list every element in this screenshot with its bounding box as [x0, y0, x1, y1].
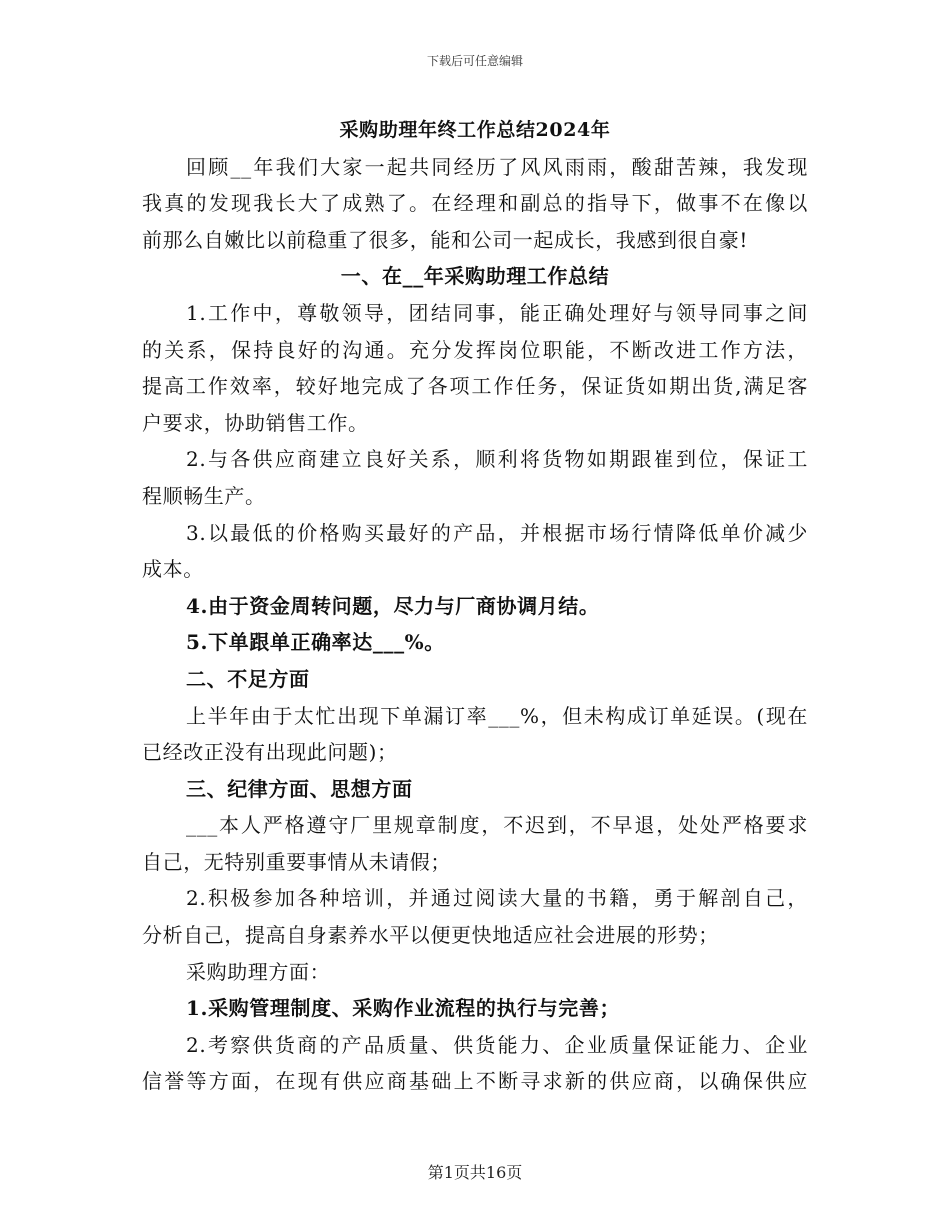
paragraph-line: 前那么自嫩比以前稳重了很多，能和公司一起成长，我感到很自豪! — [142, 227, 749, 252]
document-body — [142, 112, 808, 1100]
bold-paragraph-line: 4.由于资金周转问题，尽力与厂商协调月结。 — [186, 593, 600, 618]
section-heading: 三、纪律方面、思想方面 — [186, 776, 413, 801]
paragraph-line: 1.工作中，尊敬领导，团结同事，能正确处理好与领导同事之间 — [186, 300, 808, 325]
section-heading: 一、在__年采购助理工作总结 — [340, 264, 610, 289]
paragraph-line: 3.以最低的价格购买最好的产品，并根据市场行情降低单价减少 — [186, 520, 808, 545]
paragraph-line: 程顺畅生产。 — [142, 483, 266, 508]
paragraph-line: 采购助理方面： — [186, 959, 331, 984]
paragraph-line: 分析自己，提高自身素养水平以便更快地适应社会进展的形势； — [142, 923, 719, 948]
paragraph-line: 上半年由于太忙出现下单漏订率___%，但未构成订单延误。(现在 — [186, 703, 808, 728]
paragraph-line: 成本。 — [142, 557, 204, 582]
paragraph-line: 已经改正没有出现此问题)； — [142, 740, 398, 765]
paragraph-line: ___本人严格遵守厂里规章制度，不迟到，不早退，处处严格要求 — [186, 813, 808, 838]
paragraph-line: 户要求，协助销售工作。 — [142, 410, 369, 435]
page-footer: 第1页共16页 — [427, 1163, 523, 1182]
paragraph-line: 我真的发现我长大了成熟了。在经理和副总的指导下，做事不在像以 — [142, 191, 808, 216]
paragraph-line: 2.与各供应商建立良好关系，顺利将货物如期跟崔到位，保证工 — [186, 447, 808, 472]
document-title: 采购助理年终工作总结2024年 — [339, 119, 611, 141]
page-header: 下载后可任意编辑 — [426, 54, 523, 68]
paragraph-line: 自己，无特别重要事情从未请假； — [142, 849, 451, 874]
bold-paragraph-line: 5.下单跟单正确率达___%。 — [186, 630, 445, 655]
paragraph-line: 回顾__年我们大家一起共同经历了风风雨雨，酸甜苦辣，我发现 — [186, 154, 808, 179]
paragraph-line: 2.积极参加各种培训，并通过阅读大量的书籍，勇于解剖自己， — [186, 886, 808, 911]
paragraph-line: 信誉等方面，在现有供应商基础上不断寻求新的供应商，以确保供应 — [142, 1069, 808, 1094]
paragraph-line: 提高工作效率，较好地完成了各项工作任务，保证货如期出货,满足客 — [142, 374, 808, 399]
paragraph-line: 的关系，保持良好的沟通。充分发挥岗位职能，不断改进工作方法， — [142, 337, 808, 362]
section-heading: 二、不足方面 — [186, 666, 310, 691]
paragraph-line: 2.考察供货商的产品质量、供货能力、企业质量保证能力、企业 — [186, 1032, 808, 1057]
bold-paragraph-line: 1.采购管理制度、采购作业流程的执行与完善； — [186, 996, 621, 1021]
